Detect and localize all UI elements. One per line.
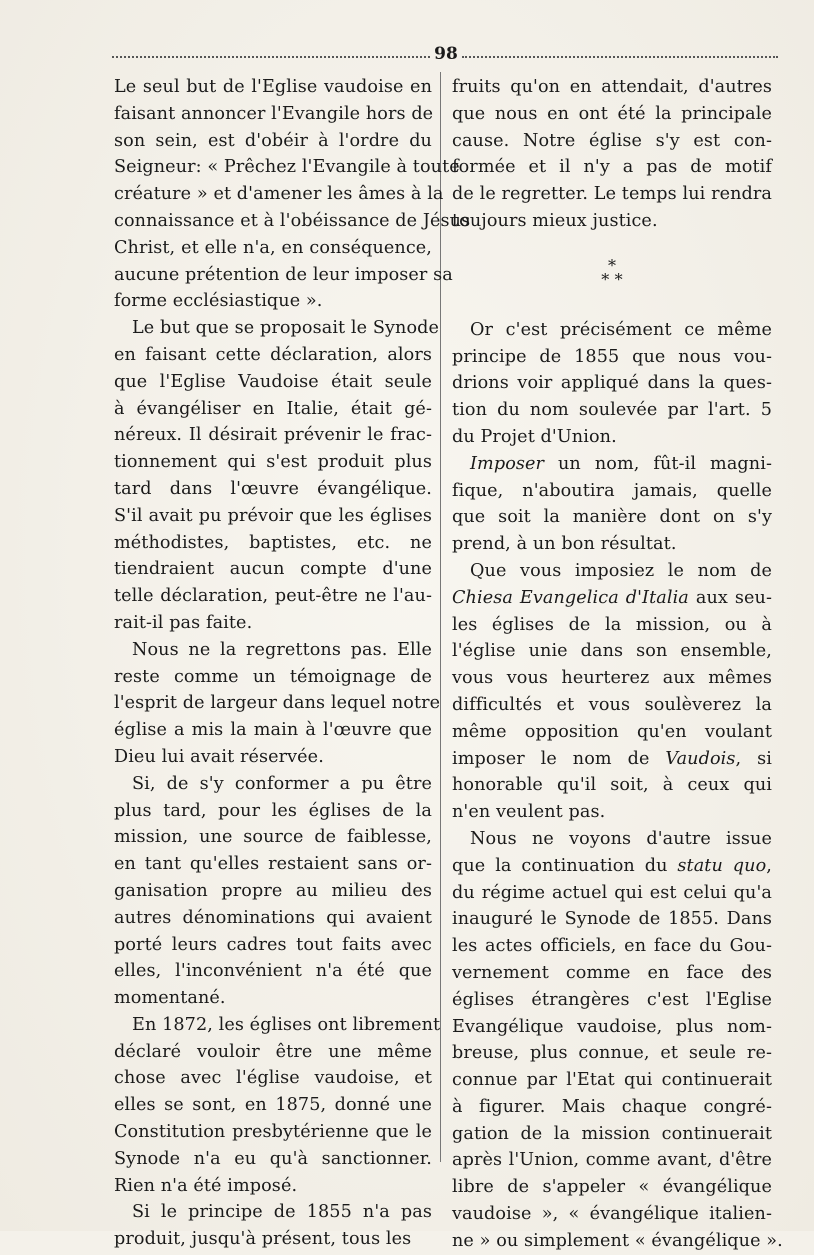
text-line: Evangélique vaudoise, plus nom- xyxy=(452,1016,772,1037)
text-line: que la continuation du statu quo, xyxy=(452,855,772,876)
text-line: S'il avait pu prévoir que les églises xyxy=(114,505,432,526)
text-line: imposer le nom de Vaudois, si xyxy=(452,748,772,769)
text-line: Seigneur: « Prêchez l'Evangile à toute xyxy=(114,157,460,178)
right-column-top xyxy=(452,74,772,235)
text-line: prend, à un bon résultat. xyxy=(452,534,677,555)
text-line: même opposition qu'en voulant xyxy=(452,721,772,742)
text-line: Or c'est précisément ce même xyxy=(470,319,772,340)
text-line: l'esprit de largeur dans lequel notre xyxy=(114,693,441,714)
paragraph xyxy=(452,317,772,451)
text-line: plus tard, pour les églises de la xyxy=(114,800,432,821)
text-line: connaissance et à l'obéissance de Jésus xyxy=(114,210,471,231)
text-line: connue par l'Etat qui continuerait xyxy=(452,1070,772,1091)
text-line: après l'Union, comme avant, d'être xyxy=(452,1150,772,1171)
text-line: Le seul but de l'Eglise vaudoise en xyxy=(114,77,432,97)
text-line: église a mis la main à l'œuvre que xyxy=(114,720,432,741)
right-column xyxy=(452,74,783,1255)
text-line: en faisant cette déclaration, alors xyxy=(114,344,432,365)
text-line: autres dénominations qui avaient xyxy=(114,907,432,928)
text-line: honorable qu'il soit, à ceux qui xyxy=(452,775,772,796)
text-line: églises étrangères c'est l'Eglise xyxy=(452,989,772,1010)
asterism-bottom: * * xyxy=(601,269,623,289)
text-line: néreux. Il désirait prévenir le frac- xyxy=(114,425,432,446)
paragraph xyxy=(452,74,772,235)
text-line: Chiesa Evangelica d'Italia aux seu- xyxy=(452,587,772,608)
text-line: en tant qu'elles restaient sans or- xyxy=(114,854,432,875)
text-line: tiendraient aucun compte d'une xyxy=(114,559,432,580)
text-line: rait-il pas faite. xyxy=(114,612,253,633)
text-line: faisant annoncer l'Evangile hors de xyxy=(114,103,434,124)
paragraph xyxy=(114,1199,432,1253)
text-line: du régime actuel qui est celui qu'a xyxy=(452,882,772,903)
asterism-top: * xyxy=(607,255,617,275)
text-line: que soit la manière dont on s'y xyxy=(452,507,772,528)
text-line: Synode n'a eu qu'à sanctionner. xyxy=(114,1148,432,1169)
italic-phrase: Chiesa Evangelica d'Italia xyxy=(452,587,689,608)
text-line: tionnement qui s'est produit plus xyxy=(114,452,432,473)
section-separator-asterism xyxy=(452,255,772,289)
text-line: que nous en ont été la principale xyxy=(452,103,772,124)
text-line: ne » ou simplement « évangélique ». xyxy=(452,1230,783,1251)
text-line: principe de 1855 que nous vou- xyxy=(452,346,772,367)
text-line: Dieu lui avait réservée. xyxy=(114,746,324,767)
text-line: cause. Notre église s'y est con- xyxy=(452,130,772,151)
text-line: mission, une source de faiblesse, xyxy=(114,827,432,848)
text-line: de le regretter. Le temps lui rendra xyxy=(452,184,772,205)
text-line: Imposer un nom, fût-il magni- xyxy=(470,453,772,474)
text-line: du Projet d'Union. xyxy=(452,426,617,447)
text-line: breuse, plus connue, et seule re- xyxy=(452,1043,772,1064)
italic-phrase: statu quo xyxy=(677,855,767,876)
text-line: porté leurs cadres tout faits avec xyxy=(114,934,432,955)
text-line: son sein, est d'obéir à l'ordre du xyxy=(114,130,432,151)
text-line: Le but que se proposait le Synode xyxy=(132,318,440,339)
paragraph xyxy=(452,826,783,1255)
text-line: ganisation propre au milieu des xyxy=(114,880,432,901)
text-line: elles se sont, en 1875, donné une xyxy=(114,1095,432,1116)
text-line: Rien n'a été imposé. xyxy=(114,1175,298,1196)
text-line: produit, jusqu'à présent, tous les xyxy=(114,1229,412,1250)
text-line: les actes officiels, en face du Gou- xyxy=(452,936,772,957)
paragraph xyxy=(452,451,772,558)
text-line: créature » et d'amener les âmes à la xyxy=(114,184,444,205)
text-line: tard dans l'œuvre évangélique. xyxy=(114,478,432,499)
text-line: tion du nom soulevée par l'art. 5 xyxy=(452,400,772,421)
text-line: Que vous imposiez le nom de xyxy=(470,560,772,581)
text-line: forme ecclésiastique ». xyxy=(114,291,323,312)
header-rule-right xyxy=(462,56,778,58)
paragraph xyxy=(114,637,441,771)
text-line: Constitution presbytérienne que le xyxy=(114,1122,432,1143)
text-line: drions voir appliqué dans la ques- xyxy=(452,373,772,394)
left-column xyxy=(114,74,471,1253)
text-line: à évangéliser en Italie, était gé- xyxy=(114,398,432,419)
paragraph xyxy=(114,315,440,637)
italic-phrase: Imposer xyxy=(470,453,545,474)
text-line: que l'Eglise Vaudoise était seule xyxy=(114,371,432,392)
page-number: 98 xyxy=(434,44,458,64)
text-line: difficultés et vous soulèverez la xyxy=(452,694,772,715)
italic-phrase: Vaudois xyxy=(665,748,736,769)
text-line: Si le principe de 1855 n'a pas xyxy=(132,1202,432,1223)
text-line: aucune prétention de leur imposer sa xyxy=(114,264,453,285)
column-divider xyxy=(440,72,441,1162)
text-line: Nous ne voyons d'autre issue xyxy=(470,828,772,849)
text-line: En 1872, les églises ont librement xyxy=(132,1014,441,1035)
text-line: l'église unie dans son ensemble, xyxy=(452,641,772,662)
text-line: à figurer. Mais chaque congré- xyxy=(452,1096,772,1117)
text-line: toujours mieux justice. xyxy=(452,210,658,231)
text-line: fique, n'aboutira jamais, quelle xyxy=(452,480,772,501)
text-line: fruits qu'on en attendait, d'autres xyxy=(452,77,772,97)
text-line: libre de s'appeler « évangélique xyxy=(452,1177,772,1198)
paragraph xyxy=(114,771,432,1012)
text-line: les églises de la mission, ou à xyxy=(452,614,772,635)
text-line: Christ, et elle n'a, en conséquence, xyxy=(114,237,432,258)
text-line: formée et il n'y a pas de motif xyxy=(452,157,772,178)
paragraph xyxy=(114,74,471,315)
text-line: momentané. xyxy=(114,988,226,1009)
paragraph xyxy=(114,1012,441,1200)
page-header xyxy=(112,44,778,68)
text-line: inauguré le Synode de 1855. Dans xyxy=(452,909,772,930)
text-line: reste comme un témoignage de xyxy=(114,666,432,687)
text-line: gation de la mission continuerait xyxy=(452,1123,772,1144)
text-line: telle déclaration, peut-être ne l'au- xyxy=(114,586,432,607)
text-line: méthodistes, baptistes, etc. ne xyxy=(114,532,432,553)
text-line: elles, l'inconvénient n'a été que xyxy=(114,961,432,982)
text-line: Si, de s'y conformer a pu être xyxy=(132,773,432,794)
paragraph xyxy=(452,558,772,826)
text-line: n'en veulent pas. xyxy=(452,802,606,823)
text-line: Nous ne la regrettons pas. Elle xyxy=(132,639,432,660)
text-line: vernement comme en face des xyxy=(452,962,772,983)
header-rule-left xyxy=(112,56,430,58)
text-line: chose avec l'église vaudoise, et xyxy=(114,1068,432,1089)
text-line: vaudoise », « évangélique italien- xyxy=(452,1204,772,1225)
text-line: vous vous heurterez aux mêmes xyxy=(452,668,772,689)
text-line: déclaré vouloir être une même xyxy=(114,1041,432,1062)
right-column-bottom xyxy=(452,317,783,1255)
